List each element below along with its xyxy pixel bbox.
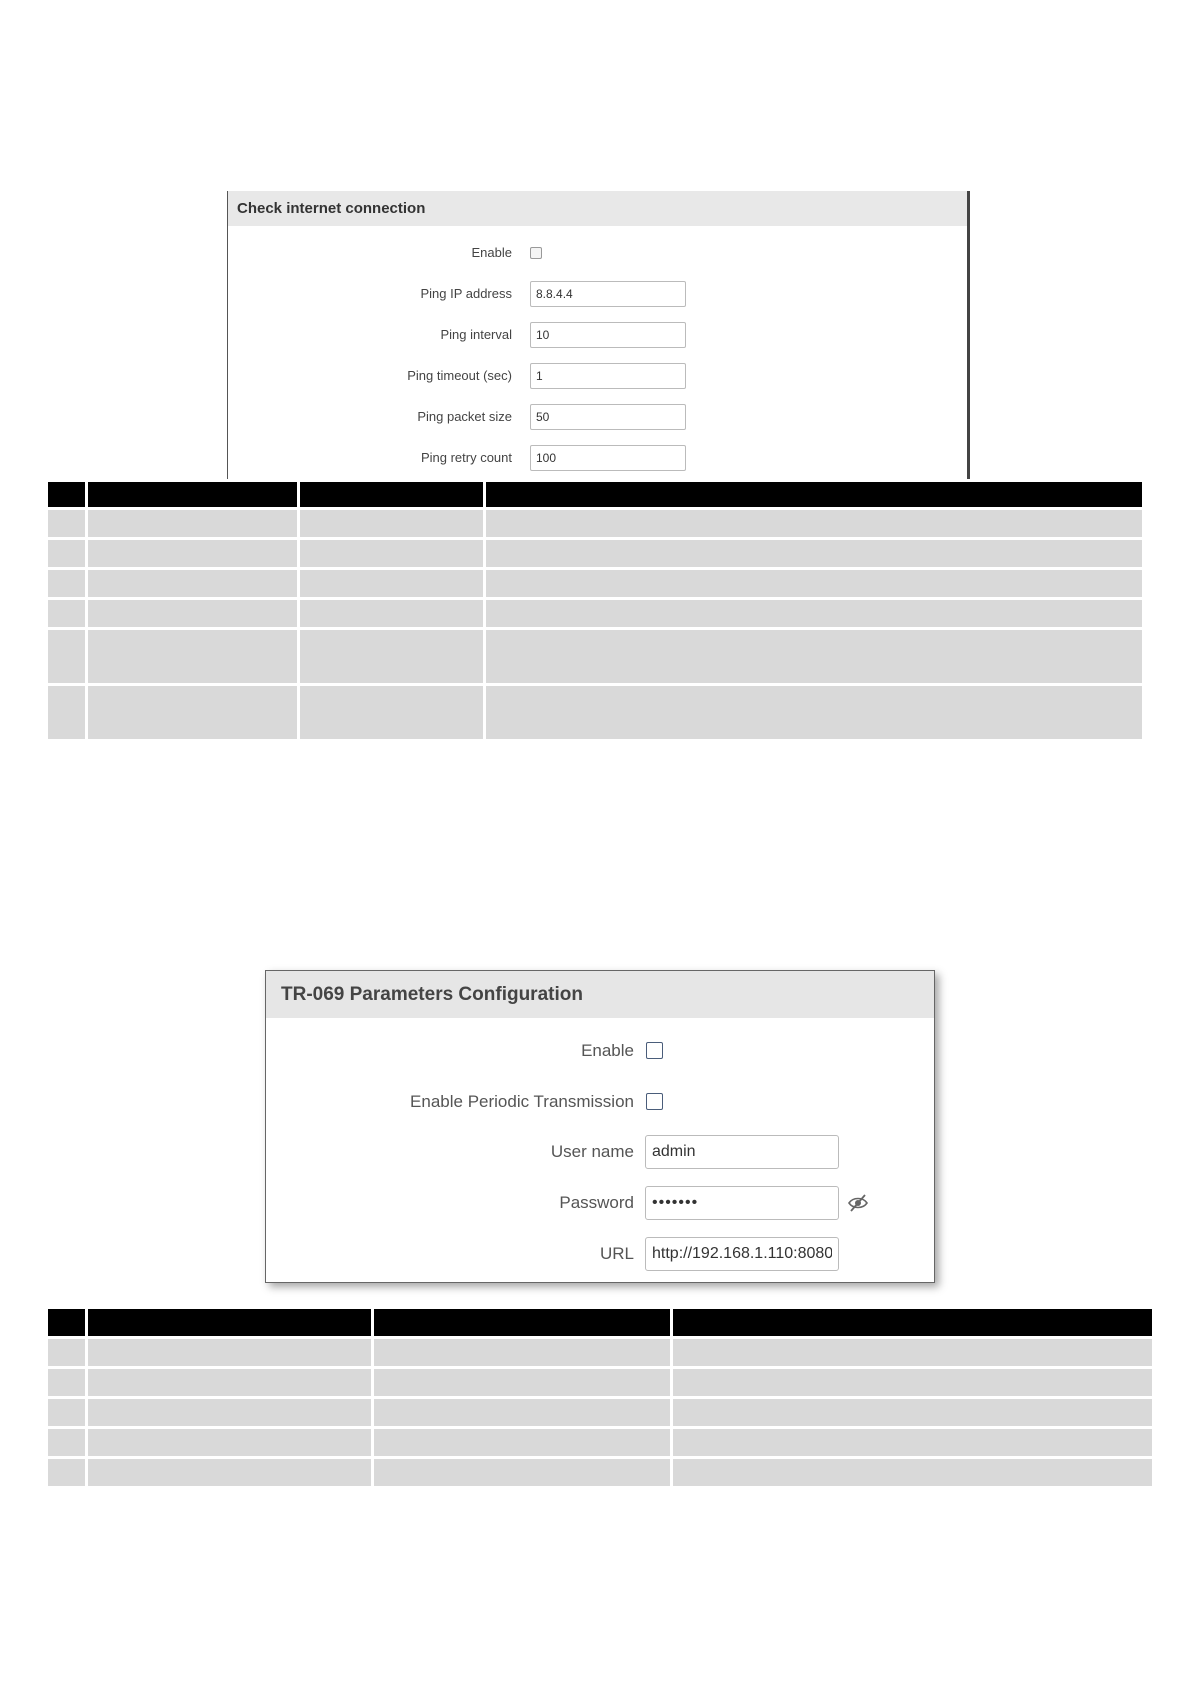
panel-title: Check internet connection	[228, 191, 967, 226]
ping-interval-row	[228, 320, 967, 350]
table-row	[48, 510, 1142, 537]
table-row	[48, 1369, 1152, 1396]
header-cell-description	[486, 482, 1142, 507]
url-label: URL	[599, 1244, 634, 1263]
periodic-transmission-label: Enable Periodic Transmission	[410, 1092, 634, 1111]
ping-retry-count-input[interactable]	[530, 445, 686, 471]
ping-ip-input[interactable]	[530, 281, 686, 307]
url-row	[266, 1237, 934, 1271]
table-header-row	[48, 1309, 1152, 1336]
header-cell-value	[374, 1309, 670, 1336]
table-row	[48, 1399, 1152, 1426]
ping-packet-size-input[interactable]	[530, 404, 686, 430]
username-row	[266, 1135, 934, 1169]
tr069-enable-label: Enable	[581, 1041, 634, 1060]
enable-row	[228, 238, 967, 268]
periodic-transmission-checkbox[interactable]	[646, 1093, 663, 1110]
ping-ip-label: Ping IP address	[420, 286, 512, 301]
eye-slash-icon[interactable]	[847, 1193, 869, 1213]
check-internet-panel	[227, 191, 970, 479]
ping-packet-size-label: Ping packet size	[417, 409, 512, 424]
table-row	[48, 1459, 1152, 1486]
table-row	[48, 570, 1142, 597]
parameters-table-1	[48, 482, 1142, 742]
header-cell-field	[88, 1309, 371, 1336]
header-cell-no	[48, 1309, 85, 1336]
ping-retry-count-row	[228, 443, 967, 473]
ping-timeout-row	[228, 361, 967, 391]
enable-label: Enable	[471, 245, 512, 260]
ping-timeout-input[interactable]	[530, 363, 686, 389]
ping-timeout-label: Ping timeout (sec)	[407, 368, 512, 383]
ping-packet-size-row	[228, 402, 967, 432]
table-row	[48, 1429, 1152, 1456]
ping-interval-label: Ping interval	[440, 327, 512, 342]
table-row	[48, 540, 1142, 567]
header-cell-no	[48, 482, 85, 507]
header-cell-field	[88, 482, 297, 507]
username-input[interactable]	[645, 1135, 839, 1169]
table-row	[48, 686, 1142, 739]
header-cell-value	[300, 482, 483, 507]
tr069-config-panel	[265, 970, 935, 1283]
parameters-table-2	[48, 1309, 1152, 1489]
password-row	[266, 1186, 934, 1220]
table-header-row	[48, 482, 1142, 507]
password-input[interactable]	[645, 1186, 839, 1220]
enable-checkbox[interactable]	[530, 247, 542, 259]
panel-title: TR-069 Parameters Configuration	[266, 971, 934, 1018]
table-row	[48, 630, 1142, 683]
periodic-transmission-row	[266, 1085, 934, 1119]
tr069-enable-row	[266, 1034, 934, 1068]
ping-interval-input[interactable]	[530, 322, 686, 348]
table-row	[48, 1339, 1152, 1366]
tr069-enable-checkbox[interactable]	[646, 1042, 663, 1059]
username-label: User name	[550, 1142, 634, 1161]
header-cell-description	[673, 1309, 1152, 1336]
ping-ip-row	[228, 279, 967, 309]
url-input[interactable]	[645, 1237, 839, 1271]
ping-retry-count-label: Ping retry count	[420, 450, 512, 465]
password-label: Password	[559, 1193, 634, 1212]
table-row	[48, 600, 1142, 627]
